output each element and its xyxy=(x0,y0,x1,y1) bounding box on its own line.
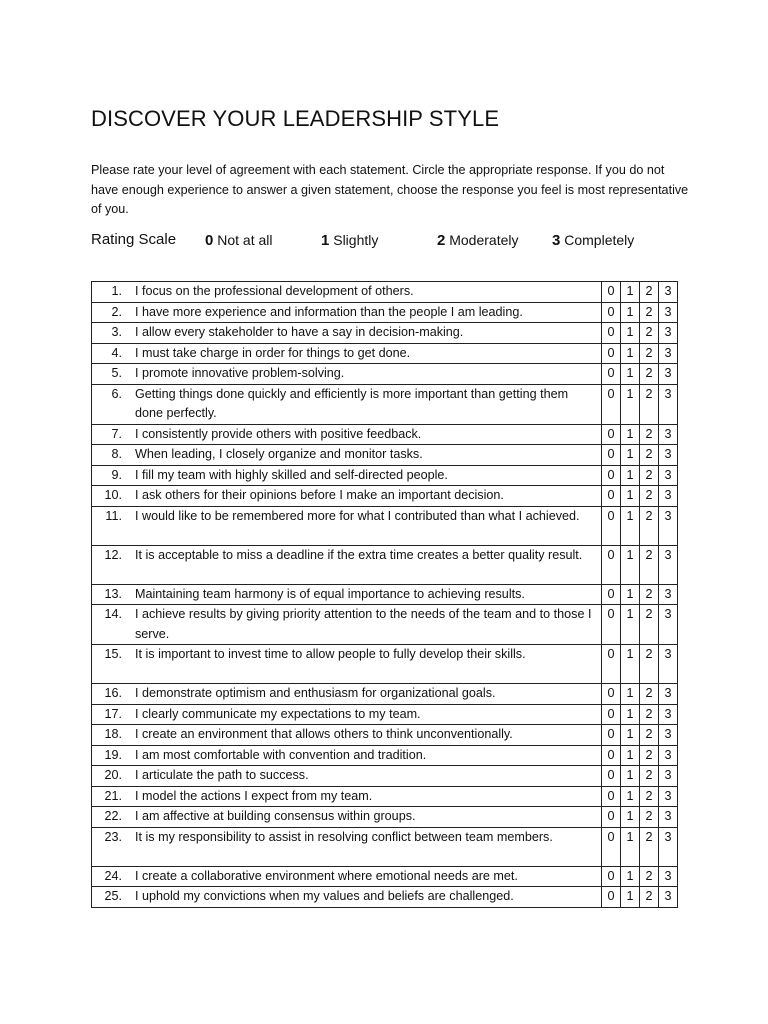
statement-cell xyxy=(92,786,602,807)
rating-option-0[interactable]: 0 xyxy=(602,343,621,364)
statement-number: 21. xyxy=(104,788,122,803)
rating-option-2[interactable]: 2 xyxy=(640,684,659,705)
rating-option-1[interactable]: 1 xyxy=(621,645,640,684)
rating-option-3[interactable]: 3 xyxy=(659,605,678,645)
rating-option-2[interactable]: 2 xyxy=(640,704,659,725)
rating-option-1[interactable]: 1 xyxy=(621,282,640,303)
rating-option-2[interactable]: 2 xyxy=(640,323,659,344)
statement-text: I model the actions I expect from my team. xyxy=(135,788,373,803)
table-row xyxy=(92,605,678,645)
rating-option-2[interactable]: 2 xyxy=(640,506,659,545)
statement-text: Getting things done quickly and efficiently is more important than getting them done perfectly. xyxy=(135,386,569,420)
statement-cell xyxy=(92,343,602,364)
survey-table xyxy=(91,281,678,908)
table-row xyxy=(92,465,678,486)
statement-text: I allow every stakeholder to have a say in decision-making. xyxy=(135,325,464,339)
statement-text: I ask others for their opinions before I make an important decision. xyxy=(135,488,504,502)
statement-number: 7. xyxy=(111,426,122,441)
rating-option-2[interactable]: 2 xyxy=(640,282,659,303)
rating-option-0[interactable]: 0 xyxy=(602,786,621,807)
rating-option-2[interactable]: 2 xyxy=(640,424,659,445)
rating-option-0[interactable]: 0 xyxy=(602,282,621,303)
rating-option-0[interactable]: 0 xyxy=(602,807,621,828)
statement-number: 24. xyxy=(104,868,122,883)
statement-number: 12. xyxy=(104,547,122,562)
statement-cell xyxy=(92,766,602,787)
rating-option-3[interactable]: 3 xyxy=(659,745,678,766)
statement-number: 16. xyxy=(104,686,122,700)
table-row xyxy=(92,384,678,424)
rating-option-1[interactable]: 1 xyxy=(621,807,640,828)
rating-option-3[interactable]: 3 xyxy=(659,766,678,787)
rating-option-3[interactable]: 3 xyxy=(659,465,678,486)
rating-option-3[interactable]: 3 xyxy=(659,384,678,424)
statement-text: I articulate the path to success. xyxy=(135,768,309,782)
rating-option-0[interactable]: 0 xyxy=(602,584,621,605)
rating-option-1[interactable]: 1 xyxy=(621,445,640,466)
statement-text: I would like to be remembered more for what I contributed than what I achieved. xyxy=(135,508,580,523)
rating-option-2[interactable]: 2 xyxy=(640,384,659,424)
table-row xyxy=(92,445,678,466)
rating-option-1[interactable]: 1 xyxy=(621,704,640,725)
statement-text: I am affective at building consensus within groups. xyxy=(135,809,416,823)
rating-option-0[interactable]: 0 xyxy=(602,866,621,887)
table-row xyxy=(92,545,678,584)
scale-option-3 xyxy=(552,232,634,249)
statement-cell xyxy=(92,424,602,445)
statement-number: 9. xyxy=(111,467,122,482)
statement-number: 3. xyxy=(111,325,122,339)
rating-option-1[interactable]: 1 xyxy=(621,364,640,385)
statement-number: 6. xyxy=(111,386,122,401)
rating-option-2[interactable]: 2 xyxy=(640,605,659,645)
table-row xyxy=(92,364,678,385)
rating-option-2[interactable]: 2 xyxy=(640,786,659,807)
statement-cell xyxy=(92,807,602,828)
statement-cell xyxy=(92,584,602,605)
table-row xyxy=(92,343,678,364)
table-row xyxy=(92,302,678,323)
page-title: DISCOVER YOUR LEADERSHIP STYLE xyxy=(91,106,500,131)
statement-text: I am most comfortable with convention and tradition. xyxy=(135,747,427,762)
statement-number: 1. xyxy=(111,284,122,298)
statement-text: I consistently provide others with positive feedback. xyxy=(135,426,422,441)
statement-number: 11. xyxy=(105,508,122,523)
rating-option-3[interactable]: 3 xyxy=(659,302,678,323)
scale-option-2 xyxy=(437,232,519,249)
rating-option-2[interactable]: 2 xyxy=(640,302,659,323)
rating-option-0[interactable]: 0 xyxy=(602,684,621,705)
rating-option-2[interactable]: 2 xyxy=(640,465,659,486)
rating-option-3[interactable]: 3 xyxy=(659,323,678,344)
rating-option-3[interactable]: 3 xyxy=(659,704,678,725)
rating-option-2[interactable]: 2 xyxy=(640,887,659,908)
rating-option-1[interactable]: 1 xyxy=(621,766,640,787)
table-row xyxy=(92,282,678,303)
statement-text: I create an environment that allows others to think unconventionally. xyxy=(135,727,513,741)
statement-text: When leading, I closely organize and monitor tasks. xyxy=(135,447,423,461)
scale-option-text: Moderately xyxy=(449,232,519,248)
rating-option-3[interactable]: 3 xyxy=(659,506,678,545)
rating-option-1[interactable]: 1 xyxy=(621,684,640,705)
rating-scale xyxy=(91,230,691,252)
scale-option-value: 1 xyxy=(321,232,330,249)
statement-cell xyxy=(92,445,602,466)
statement-number: 23. xyxy=(104,829,122,844)
rating-option-2[interactable]: 2 xyxy=(640,486,659,507)
statement-number: 20. xyxy=(104,768,122,782)
rating-option-0[interactable]: 0 xyxy=(602,605,621,645)
table-row xyxy=(92,745,678,766)
statement-text: I create a collaborative environment where emotional needs are met. xyxy=(135,868,518,883)
statement-number: 4. xyxy=(111,345,122,360)
rating-option-1[interactable]: 1 xyxy=(621,887,640,908)
table-row xyxy=(92,584,678,605)
rating-option-0[interactable]: 0 xyxy=(602,486,621,507)
table-row xyxy=(92,866,678,887)
rating-option-3[interactable]: 3 xyxy=(659,364,678,385)
statement-text: It is important to invest time to allow people to fully develop their skills. xyxy=(135,647,526,661)
statement-cell xyxy=(92,745,602,766)
rating-option-0[interactable]: 0 xyxy=(602,384,621,424)
scale-option-text: Completely xyxy=(564,232,635,248)
table-row xyxy=(92,766,678,787)
rating-option-1[interactable]: 1 xyxy=(621,745,640,766)
scale-option-text: Slightly xyxy=(333,232,379,248)
rating-option-0[interactable]: 0 xyxy=(602,465,621,486)
table-row xyxy=(92,506,678,545)
statement-cell xyxy=(92,645,602,684)
rating-option-0[interactable]: 0 xyxy=(602,766,621,787)
statement-number: 17. xyxy=(104,706,122,721)
statement-cell xyxy=(92,605,602,645)
statement-number: 10. xyxy=(104,488,122,502)
rating-option-3[interactable]: 3 xyxy=(659,866,678,887)
rating-option-2[interactable]: 2 xyxy=(640,827,659,866)
rating-option-2[interactable]: 2 xyxy=(640,445,659,466)
statement-text: It is acceptable to miss a deadline if the extra time creates a better quality result. xyxy=(135,547,583,562)
rating-option-0[interactable]: 0 xyxy=(602,827,621,866)
rating-option-1[interactable]: 1 xyxy=(621,786,640,807)
rating-option-3[interactable]: 3 xyxy=(659,545,678,584)
table-row xyxy=(92,486,678,507)
rating-option-3[interactable]: 3 xyxy=(659,684,678,705)
statement-cell xyxy=(92,887,602,908)
table-row xyxy=(92,323,678,344)
rating-option-1[interactable]: 1 xyxy=(621,323,640,344)
statement-cell xyxy=(92,506,602,545)
scale-option-0 xyxy=(205,232,272,249)
rating-option-0[interactable]: 0 xyxy=(602,704,621,725)
rating-option-3[interactable]: 3 xyxy=(659,725,678,746)
instructions-text: Please rate your level of agreement with each statement. Circle the appropriate response. If you do not have enough experience to answer a given statement, choose the response you feel is most representative of you. xyxy=(91,163,689,217)
statement-cell xyxy=(92,384,602,424)
rating-option-1[interactable]: 1 xyxy=(621,486,640,507)
statement-text: I demonstrate optimism and enthusiasm for organizational goals. xyxy=(135,686,496,700)
statement-number: 5. xyxy=(111,366,122,380)
table-row xyxy=(92,887,678,908)
statement-cell xyxy=(92,323,602,344)
rating-option-2[interactable]: 2 xyxy=(640,343,659,364)
statement-text: I focus on the professional development of others. xyxy=(135,284,414,298)
rating-option-2[interactable]: 2 xyxy=(640,745,659,766)
rating-option-1[interactable]: 1 xyxy=(621,605,640,645)
rating-option-0[interactable]: 0 xyxy=(602,725,621,746)
rating-option-3[interactable]: 3 xyxy=(659,424,678,445)
scale-option-value: 3 xyxy=(552,232,561,249)
statement-text: I fill my team with highly skilled and self-directed people. xyxy=(135,467,448,482)
rating-option-2[interactable]: 2 xyxy=(640,766,659,787)
scale-option-1 xyxy=(321,232,378,249)
rating-option-3[interactable]: 3 xyxy=(659,645,678,684)
table-row xyxy=(92,827,678,866)
rating-option-3[interactable]: 3 xyxy=(659,282,678,303)
statement-cell xyxy=(92,364,602,385)
rating-option-3[interactable]: 3 xyxy=(659,584,678,605)
rating-option-0[interactable]: 0 xyxy=(602,645,621,684)
statement-number: 19. xyxy=(104,747,122,762)
scale-option-value: 2 xyxy=(437,232,446,249)
rating-option-3[interactable]: 3 xyxy=(659,786,678,807)
rating-option-2[interactable]: 2 xyxy=(640,545,659,584)
statement-text: It is my responsibility to assist in resolving conflict between team members. xyxy=(135,829,553,844)
rating-option-1[interactable]: 1 xyxy=(621,866,640,887)
rating-option-1[interactable]: 1 xyxy=(621,302,640,323)
table-row xyxy=(92,807,678,828)
rating-option-1[interactable]: 1 xyxy=(621,545,640,584)
rating-option-0[interactable]: 0 xyxy=(602,364,621,385)
statement-number: 14. xyxy=(104,607,122,621)
rating-option-2[interactable]: 2 xyxy=(640,645,659,684)
statement-cell xyxy=(92,725,602,746)
rating-option-1[interactable]: 1 xyxy=(621,827,640,866)
statement-cell xyxy=(92,282,602,303)
rating-option-1[interactable]: 1 xyxy=(621,506,640,545)
statement-text: I promote innovative problem-solving. xyxy=(135,366,345,380)
statement-text: I achieve results by giving priority attention to the needs of the team and to those I serve. xyxy=(135,607,592,641)
statement-cell xyxy=(92,704,602,725)
statement-cell xyxy=(92,866,602,887)
rating-option-1[interactable]: 1 xyxy=(621,465,640,486)
statement-number: 22. xyxy=(104,809,122,823)
rating-option-2[interactable]: 2 xyxy=(640,725,659,746)
statement-cell xyxy=(92,827,602,866)
rating-option-1[interactable]: 1 xyxy=(621,424,640,445)
rating-option-0[interactable]: 0 xyxy=(602,424,621,445)
rating-option-3[interactable]: 3 xyxy=(659,445,678,466)
table-row xyxy=(92,684,678,705)
rating-option-3[interactable]: 3 xyxy=(659,807,678,828)
rating-option-3[interactable]: 3 xyxy=(659,887,678,908)
table-row xyxy=(92,645,678,684)
statement-number: 18. xyxy=(104,727,122,741)
rating-option-1[interactable]: 1 xyxy=(621,725,640,746)
table-row xyxy=(92,424,678,445)
rating-option-3[interactable]: 3 xyxy=(659,343,678,364)
statement-text: I uphold my convictions when my values and beliefs are challenged. xyxy=(135,889,514,903)
rating-option-1[interactable]: 1 xyxy=(621,384,640,424)
statement-text: I clearly communicate my expectations to my team. xyxy=(135,706,421,721)
rating-option-3[interactable]: 3 xyxy=(659,827,678,866)
statement-cell xyxy=(92,465,602,486)
rating-scale-label: Rating Scale xyxy=(91,231,177,248)
rating-option-2[interactable]: 2 xyxy=(640,364,659,385)
statement-cell xyxy=(92,545,602,584)
rating-option-0[interactable]: 0 xyxy=(602,323,621,344)
statement-number: 2. xyxy=(111,304,122,319)
statement-text: I have more experience and information than the people I am leading. xyxy=(135,304,523,319)
statement-cell xyxy=(92,302,602,323)
table-row xyxy=(92,725,678,746)
rating-option-1[interactable]: 1 xyxy=(621,343,640,364)
rating-option-0[interactable]: 0 xyxy=(602,545,621,584)
statement-number: 15. xyxy=(104,647,122,661)
rating-option-0[interactable]: 0 xyxy=(602,506,621,545)
statement-cell xyxy=(92,486,602,507)
statement-number: 8. xyxy=(111,447,122,461)
rating-option-2[interactable]: 2 xyxy=(640,584,659,605)
table-row xyxy=(92,786,678,807)
rating-option-0[interactable]: 0 xyxy=(602,302,621,323)
rating-option-2[interactable]: 2 xyxy=(640,866,659,887)
statement-text: Maintaining team harmony is of equal importance to achieving results. xyxy=(135,586,525,601)
rating-option-1[interactable]: 1 xyxy=(621,584,640,605)
rating-option-3[interactable]: 3 xyxy=(659,486,678,507)
rating-option-2[interactable]: 2 xyxy=(640,807,659,828)
rating-option-0[interactable]: 0 xyxy=(602,445,621,466)
scale-option-value: 0 xyxy=(205,232,214,249)
statement-number: 13. xyxy=(104,586,122,601)
statement-number: 25. xyxy=(104,889,122,903)
statement-text: I must take charge in order for things to get done. xyxy=(135,345,411,360)
scale-option-text: Not at all xyxy=(217,232,273,248)
rating-option-0[interactable]: 0 xyxy=(602,887,621,908)
rating-option-0[interactable]: 0 xyxy=(602,745,621,766)
table-row xyxy=(92,704,678,725)
statement-cell xyxy=(92,684,602,705)
